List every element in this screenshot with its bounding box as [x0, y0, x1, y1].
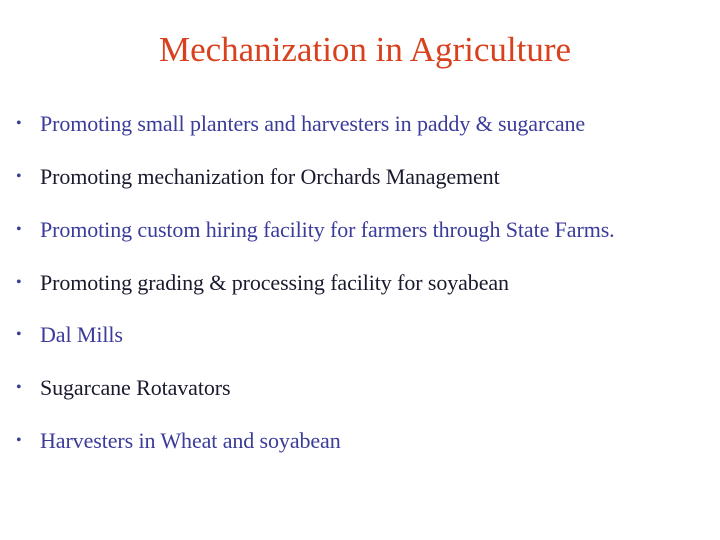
- bullet-text: Promoting custom hiring facility for farmers through State Farms.: [40, 217, 615, 242]
- bullet-text: Harvesters in Wheat and soyabean: [40, 428, 341, 453]
- bullet-item: [16, 320, 123, 350]
- bullet-text: Sugarcane Rotavators: [40, 375, 231, 400]
- bullet-item: [16, 426, 341, 456]
- bullet-item: [16, 162, 500, 192]
- bullet-text: Promoting mechanization for Orchards Management: [40, 164, 500, 189]
- bullet-text: Promoting small planters and harvesters in paddy & sugarcane: [40, 111, 586, 136]
- bullet-dot-icon: •: [16, 379, 22, 396]
- bullet-dot-icon: •: [16, 168, 22, 185]
- slide-title: Mechanization in Agriculture: [158, 30, 572, 69]
- bullet-text: Promoting grading & processing facility for soyabean: [40, 270, 509, 295]
- bullet-item: [16, 373, 230, 403]
- bullet-dot-icon: •: [16, 274, 22, 291]
- bullet-item: [16, 268, 509, 298]
- bullet-dot-icon: •: [16, 115, 22, 132]
- bullet-item: [16, 109, 585, 139]
- bullet-dot-icon: •: [16, 221, 22, 238]
- bullet-item: [16, 215, 615, 245]
- bullet-dot-icon: •: [16, 326, 22, 343]
- bullet-dot-icon: •: [16, 432, 22, 449]
- bullet-text: Dal Mills: [40, 322, 123, 347]
